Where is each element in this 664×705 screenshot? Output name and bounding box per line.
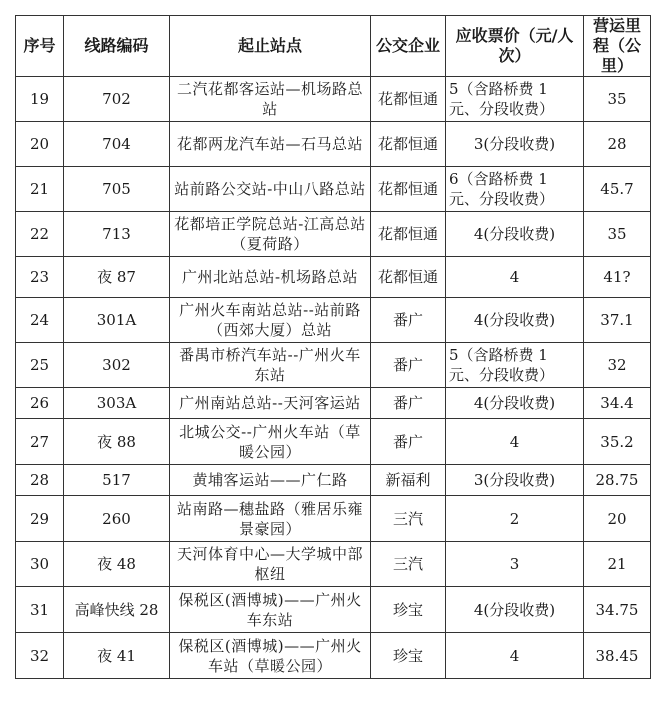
fare-cell: 4(分段收费)	[446, 587, 584, 633]
table-row	[16, 633, 651, 679]
fare-cell: 5（含路桥费 1 元、分段收费）	[446, 77, 584, 122]
route-code-cell: 704	[64, 122, 170, 167]
fare-cell: 4(分段收费)	[446, 388, 584, 419]
operating-distance-cell: 28.75	[584, 465, 651, 496]
terminal-stops-cell: 黄埔客运站——广仁路	[170, 465, 371, 496]
serial-number-cell: 24	[16, 298, 64, 343]
header-route-code: 线路编码	[64, 16, 170, 77]
serial-number-cell: 19	[16, 77, 64, 122]
serial-number-cell: 27	[16, 419, 64, 465]
terminal-stops-cell: 广州北站总站-机场路总站	[170, 257, 371, 298]
operating-distance-cell: 34.4	[584, 388, 651, 419]
bus-company-cell: 珍宝	[371, 587, 446, 633]
serial-number-cell: 29	[16, 496, 64, 542]
terminal-stops-cell: 花都两龙汽车站—石马总站	[170, 122, 371, 167]
bus-company-cell: 番广	[371, 419, 446, 465]
route-code-cell: 夜 88	[64, 419, 170, 465]
fare-cell: 4	[446, 257, 584, 298]
operating-distance-cell: 35	[584, 77, 651, 122]
route-code-cell: 705	[64, 167, 170, 212]
bus-company-cell: 三汽	[371, 542, 446, 587]
bus-company-cell: 珍宝	[371, 633, 446, 679]
table-row	[16, 419, 651, 465]
bus-company-cell: 新福利	[371, 465, 446, 496]
serial-number-cell: 21	[16, 167, 64, 212]
header-fare: 应收票价（元/人次）	[446, 16, 584, 77]
terminal-stops-cell: 天河体育中心—大学城中部枢纽	[170, 542, 371, 587]
operating-distance-cell: 28	[584, 122, 651, 167]
fare-cell: 5（含路桥费 1 元、分段收费）	[446, 343, 584, 388]
header-terminal-stops: 起止站点	[170, 16, 371, 77]
bus-company-cell: 花都恒通	[371, 167, 446, 212]
table-body	[16, 77, 651, 679]
fare-cell: 4	[446, 633, 584, 679]
fare-cell: 4(分段收费)	[446, 298, 584, 343]
serial-number-cell: 26	[16, 388, 64, 419]
header-serial-number: 序号	[16, 16, 64, 77]
operating-distance-cell: 45.7	[584, 167, 651, 212]
table-row	[16, 167, 651, 212]
operating-distance-cell: 37.1	[584, 298, 651, 343]
serial-number-cell: 22	[16, 212, 64, 257]
route-code-cell: 高峰快线 28	[64, 587, 170, 633]
table-row	[16, 77, 651, 122]
operating-distance-cell: 35.2	[584, 419, 651, 465]
table-row	[16, 212, 651, 257]
route-code-cell: 301A	[64, 298, 170, 343]
fare-cell: 4	[446, 419, 584, 465]
route-code-cell: 302	[64, 343, 170, 388]
bus-company-cell: 番广	[371, 388, 446, 419]
fare-cell: 2	[446, 496, 584, 542]
bus-company-cell: 花都恒通	[371, 122, 446, 167]
fare-cell: 4(分段收费)	[446, 212, 584, 257]
bus-company-cell: 三汽	[371, 496, 446, 542]
operating-distance-cell: 38.45	[584, 633, 651, 679]
terminal-stops-cell: 保税区(酒博城)——广州火车东站	[170, 587, 371, 633]
terminal-stops-cell: 广州南站总站--天河客运站	[170, 388, 371, 419]
fare-cell: 6（含路桥费 1 元、分段收费）	[446, 167, 584, 212]
bus-company-cell: 番广	[371, 298, 446, 343]
serial-number-cell: 23	[16, 257, 64, 298]
bus-company-cell: 花都恒通	[371, 77, 446, 122]
route-code-cell: 713	[64, 212, 170, 257]
operating-distance-cell: 32	[584, 343, 651, 388]
operating-distance-cell: 20	[584, 496, 651, 542]
terminal-stops-cell: 站南路—穗盐路（雅居乐雍景豪园）	[170, 496, 371, 542]
serial-number-cell: 30	[16, 542, 64, 587]
table-row	[16, 496, 651, 542]
serial-number-cell: 32	[16, 633, 64, 679]
operating-distance-cell: 41?	[584, 257, 651, 298]
table-row	[16, 587, 651, 633]
serial-number-cell: 28	[16, 465, 64, 496]
table-row	[16, 298, 651, 343]
fare-cell: 3	[446, 542, 584, 587]
operating-distance-cell: 35	[584, 212, 651, 257]
bus-company-cell: 花都恒通	[371, 212, 446, 257]
table-row	[16, 257, 651, 298]
fare-cell: 3(分段收费)	[446, 465, 584, 496]
bus-route-table	[15, 15, 651, 679]
serial-number-cell: 31	[16, 587, 64, 633]
table-row	[16, 343, 651, 388]
terminal-stops-cell: 番禺市桥汽车站--广州火车东站	[170, 343, 371, 388]
table-header-row	[16, 16, 651, 77]
bus-company-cell: 花都恒通	[371, 257, 446, 298]
terminal-stops-cell: 保税区(酒博城)——广州火车站（草暖公园）	[170, 633, 371, 679]
terminal-stops-cell: 二汽花都客运站—机场路总站	[170, 77, 371, 122]
operating-distance-cell: 34.75	[584, 587, 651, 633]
route-code-cell: 夜 87	[64, 257, 170, 298]
bus-route-table-container	[15, 15, 651, 679]
bus-company-cell: 番广	[371, 343, 446, 388]
header-operating-distance: 营运里程（公里）	[584, 16, 651, 77]
terminal-stops-cell: 广州火车南站总站--站前路（西郊大厦）总站	[170, 298, 371, 343]
table-row	[16, 542, 651, 587]
route-code-cell: 夜 41	[64, 633, 170, 679]
table-row	[16, 388, 651, 419]
route-code-cell: 夜 48	[64, 542, 170, 587]
header-bus-company: 公交企业	[371, 16, 446, 77]
fare-cell: 3(分段收费)	[446, 122, 584, 167]
terminal-stops-cell: 北城公交--广州火车站（草暖公园）	[170, 419, 371, 465]
table-row	[16, 122, 651, 167]
terminal-stops-cell: 站前路公交站-中山八路总站	[170, 167, 371, 212]
table-row	[16, 465, 651, 496]
route-code-cell: 260	[64, 496, 170, 542]
serial-number-cell: 25	[16, 343, 64, 388]
serial-number-cell: 20	[16, 122, 64, 167]
terminal-stops-cell: 花都培正学院总站-江高总站（夏荷路）	[170, 212, 371, 257]
route-code-cell: 303A	[64, 388, 170, 419]
route-code-cell: 517	[64, 465, 170, 496]
operating-distance-cell: 21	[584, 542, 651, 587]
route-code-cell: 702	[64, 77, 170, 122]
